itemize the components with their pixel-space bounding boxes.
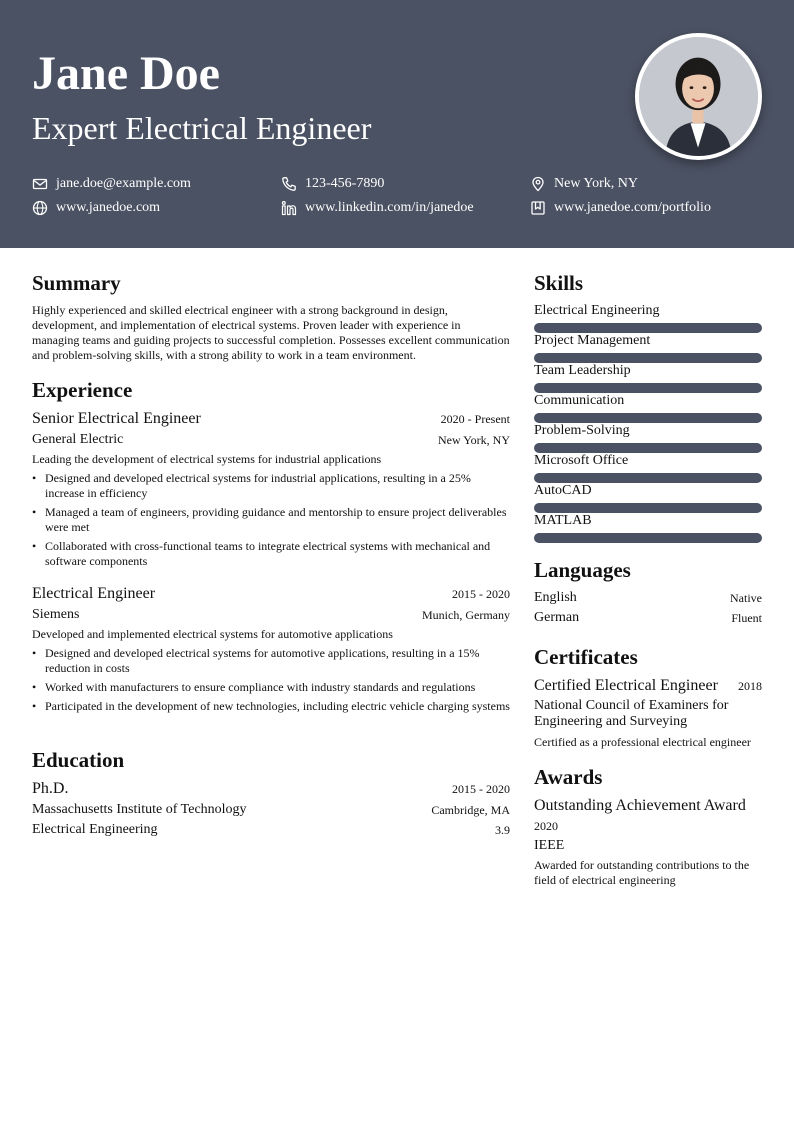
language-fluency: Fluent xyxy=(731,611,762,625)
skill-name: Microsoft Office xyxy=(534,453,629,468)
summary-heading: Summary xyxy=(32,271,121,295)
job-highlight: • Worked with manufacturers to ensure compliance with industry standards and regulations xyxy=(32,680,510,695)
certificate-name: Certified Electrical Engineer xyxy=(534,677,718,694)
job-company: General Electric xyxy=(32,432,124,447)
award-issuer: IEEE xyxy=(534,838,565,853)
profile-photo-image xyxy=(639,37,758,156)
contact-location-text: New York, NY xyxy=(554,176,639,191)
contact-location xyxy=(530,175,638,193)
job-highlight: • Collaborated with cross-functional teams to integrate electrical systems with mechanical and software components xyxy=(32,539,510,569)
experience-heading: Experience xyxy=(32,378,133,402)
contact-linkedin[interactable] xyxy=(281,199,474,217)
job-company: Siemens xyxy=(32,607,80,622)
skill-name: Problem-Solving xyxy=(534,423,630,438)
education-degree: Ph.D. xyxy=(32,780,69,797)
award-name: Outstanding Achievement Award xyxy=(534,797,746,814)
language-name: German xyxy=(534,610,580,625)
job-location: New York, NY xyxy=(437,433,510,447)
phone-icon xyxy=(281,176,297,192)
certificates-heading: Certificates xyxy=(534,645,638,669)
skill-name: Communication xyxy=(534,393,625,408)
award-year: 2020 xyxy=(534,819,558,833)
skill-level-bar xyxy=(534,533,762,543)
candidate-headline: Expert Electrical Engineer xyxy=(32,110,372,146)
job-summary: Developed and implemented electrical systems for automotive applications xyxy=(32,627,393,641)
job-dates: 2015 - 2020 xyxy=(452,587,510,601)
job-highlight: • Designed and developed electrical systems for industrial applications, resulting in a 25% increase in efficiency xyxy=(32,471,510,501)
contact-linkedin-text: www.linkedin.com/in/janedoe xyxy=(305,200,474,215)
location-pin-icon xyxy=(530,176,546,192)
education-heading: Education xyxy=(32,748,125,772)
awards-heading: Awards xyxy=(534,765,603,789)
job-location: Munich, Germany xyxy=(422,608,510,622)
skills-heading: Skills xyxy=(534,271,584,295)
language-name: English xyxy=(534,590,577,605)
education-dates: 2015 - 2020 xyxy=(452,782,510,796)
contact-portfolio[interactable] xyxy=(530,199,711,217)
education-location: Cambridge, MA xyxy=(431,803,510,817)
skill-name: Project Management xyxy=(534,333,651,348)
mail-icon xyxy=(32,176,48,192)
job-highlight: • Designed and developed electrical systems for automotive applications, resulting in a 15% reduction in costs xyxy=(32,646,510,676)
contact-portfolio-text: www.janedoe.com/portfolio xyxy=(554,200,711,215)
contact-email-text: jane.doe@example.com xyxy=(56,176,191,191)
contact-email[interactable] xyxy=(32,175,191,193)
resume-header xyxy=(0,0,794,248)
profile-photo xyxy=(635,33,762,160)
skill-name: AutoCAD xyxy=(534,483,592,498)
linkedin-icon xyxy=(281,200,297,216)
education-field: Electrical Engineering xyxy=(32,822,158,837)
job-dates: 2020 - Present xyxy=(440,412,510,426)
skill-name: MATLAB xyxy=(534,513,592,528)
contact-website-text: www.janedoe.com xyxy=(56,200,161,215)
contact-phone[interactable] xyxy=(281,175,384,193)
certificate-year: 2018 xyxy=(738,679,762,693)
education-score: 3.9 xyxy=(495,823,510,837)
candidate-name: Jane Doe xyxy=(32,47,220,100)
skill-name: Electrical Engineering xyxy=(534,303,660,318)
certificate-description: Certified as a professional electrical engineer xyxy=(534,735,751,749)
job-highlight: • Managed a team of engineers, providing guidance and mentorship to ensure project deliverables were met xyxy=(32,505,510,535)
job-position: Electrical Engineer xyxy=(32,585,156,602)
job-position: Senior Electrical Engineer xyxy=(32,410,201,427)
languages-heading: Languages xyxy=(534,558,631,582)
certificate-issuer: National Council of Examiners for Engineering and Surveying xyxy=(534,698,729,729)
education-institution: Massachusetts Institute of Technology xyxy=(32,802,247,817)
summary-text: Highly experienced and skilled electrical engineer with a strong background in design, development, and implementation of electrical systems. Proven leader with experience in managing teams and guiding projects to successful completion. Possesses excellent communication and problem-solving skills, with a strong ability to work in a team environment. xyxy=(32,303,510,362)
award-description: Awarded for outstanding contributions to the field of electrical engineering xyxy=(534,858,750,887)
language-fluency: Native xyxy=(730,591,762,605)
job-summary: Leading the development of electrical systems for industrial applications xyxy=(32,452,382,466)
contact-website[interactable] xyxy=(32,199,160,217)
job-highlight: • Participated in the development of new technologies, including electric vehicle charging systems xyxy=(32,699,510,714)
globe-icon xyxy=(32,200,48,216)
portfolio-icon xyxy=(530,200,546,216)
skill-name: Team Leadership xyxy=(534,363,631,378)
contact-phone-text: 123-456-7890 xyxy=(305,176,385,191)
